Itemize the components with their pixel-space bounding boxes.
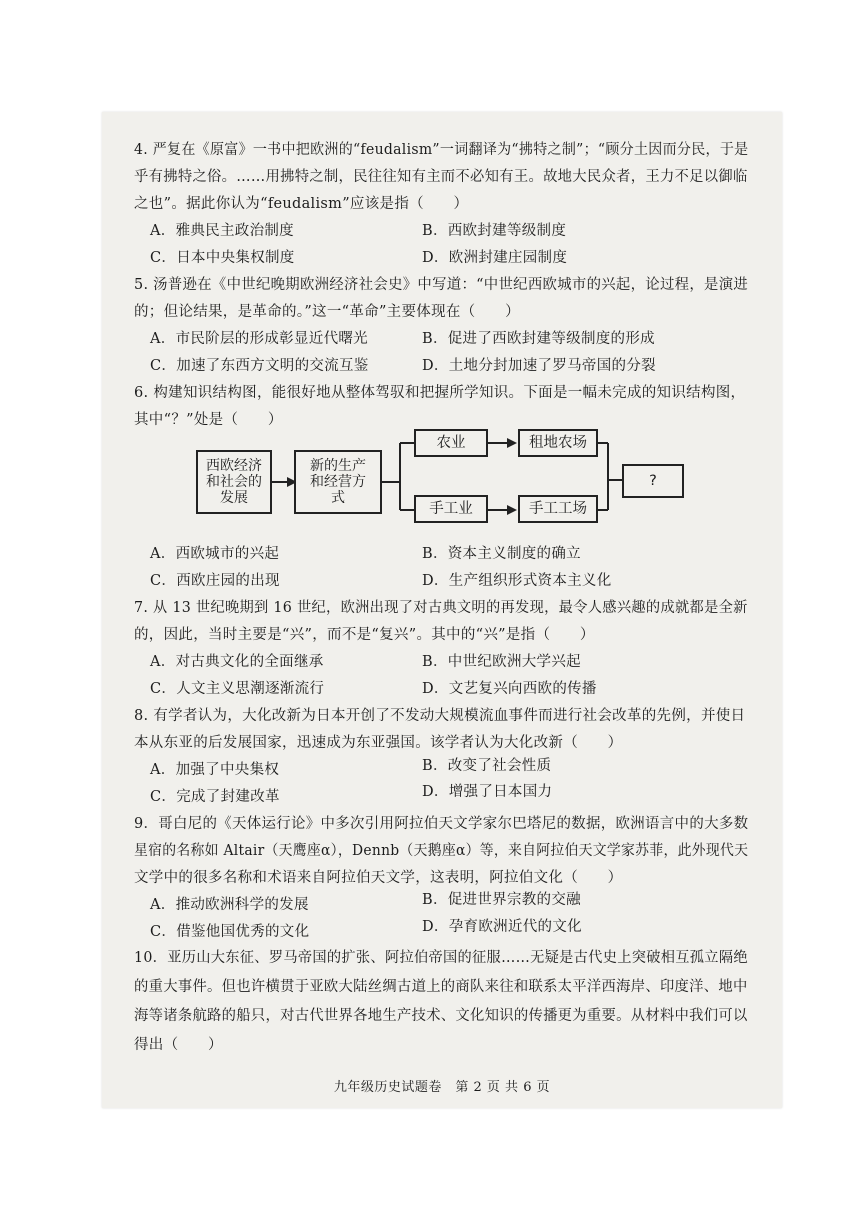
q9-option-d: D．孕育欧洲近代的文化 <box>422 919 582 935</box>
exam-page <box>102 112 782 1108</box>
q9-option-c: C．借鉴他国优秀的文化 <box>150 924 310 940</box>
q4-option-a: A．雅典民主政治制度 <box>150 223 294 239</box>
q9-stem-line3: 文学中的很多名称和术语来自阿拉伯天文学，这表明，阿拉伯文化（ ） <box>134 870 623 886</box>
q8-option-d: D．增强了日本国力 <box>422 784 553 800</box>
q6-option-c: C．西欧庄园的出现 <box>150 573 280 589</box>
q6-option-d: D．生产组织形式资本主义化 <box>422 573 612 589</box>
q6-option-a: A．西欧城市的兴起 <box>150 546 280 562</box>
q7-option-c: C．人文主义思潮逐渐流行 <box>150 681 325 697</box>
q4-stem-line3: 之也”。据此你认为“feudalism”应该是指（ ） <box>134 196 469 212</box>
q5-stem-line2: 的；但论结果，是革命的。”这一“革命”主要体现在（ ） <box>134 304 520 320</box>
q8-option-c: C．完成了封建改革 <box>150 789 280 805</box>
q8-stem-line2: 本从东亚的后发展国家，迅速成为东亚强国。该学者认为大化改新（ ） <box>134 735 623 751</box>
q5-option-c: C．加速了东西方文明的交流互鉴 <box>150 358 369 374</box>
q4-option-d: D．欧洲封建庄园制度 <box>422 250 568 266</box>
q4-option-c: C．日本中央集权制度 <box>150 250 295 266</box>
diagram-box-production-mode: 新的生产和经营方式 <box>294 450 382 514</box>
q7-stem-line2: 的，因此，当时主要是“兴”，而不是“复兴”。其中的“兴”是指（ ） <box>134 627 595 643</box>
q4-option-b: B．西欧封建等级制度 <box>422 223 567 239</box>
diagram-box-handicraft: 手工业 <box>414 495 488 523</box>
q10-stem-line2: 的重大事件。但也许横贯于亚欧大陆丝绸古道上的商队来往和联系太平洋西海岸、印度洋、地中 <box>134 979 748 995</box>
q8-option-a: A．加强了中央集权 <box>150 762 280 778</box>
q5-option-b: B．促进了西欧封建等级制度的形成 <box>422 331 655 347</box>
q9-option-b: B．促进世界宗教的交融 <box>422 892 581 908</box>
q7-option-b: B．中世纪欧洲大学兴起 <box>422 654 581 670</box>
q9-stem-line2: 星宿的名称如 Altair（天鹰座α），Dennb（天鹅座α）等，来自阿拉伯天文学家苏菲，此外现代天 <box>134 843 749 859</box>
q6-option-b: B．资本主义制度的确立 <box>422 546 581 562</box>
q5-option-d: D．土地分封加速了罗马帝国的分裂 <box>422 358 656 374</box>
q4-stem-line1: 4. 严复在《原富》一书中把欧洲的“feudalism”一词翻译为“拂特之制”；“顾分土因而分民，于是 <box>134 142 749 158</box>
q10-stem-line1: 10．亚历山大东征、罗马帝国的扩张、阿拉伯帝国的征服……无疑是古代史上突破相互孤立隔绝 <box>134 950 748 966</box>
diagram-box-agriculture: 农业 <box>414 429 488 457</box>
diagram-box-tenant-farm: 租地农场 <box>518 429 598 457</box>
q9-stem-line1: 9．哥白尼的《天体运行论》中多次引用阿拉伯天文学家尔巴塔尼的数据，欧洲语言中的大多数 <box>134 816 749 832</box>
q6-stem-line1: 6. 构建知识结构图，能很好地从整体驾驭和把握所学知识。下面是一幅未完成的知识结构图， <box>134 385 746 401</box>
q10-stem-line4: 得出（ ） <box>134 1037 223 1053</box>
q6-stem-line2: 其中“？”处是（ ） <box>134 412 283 428</box>
q10-stem-line3: 海等诸条航路的船只，对古代世界各地生产技术、文化知识的传播更为重要。从材料中我们可以 <box>134 1008 748 1024</box>
q4-stem-line2: 乎有拂特之俗。……用拂特之制，民往往知有主而不必知有王。故地大民众者，王力不足以御临 <box>134 169 748 185</box>
diagram-box-unknown: ? <box>622 464 684 498</box>
q7-stem-line1: 7. 从 13 世纪晚期到 16 世纪，欧洲出现了对古典文明的再发现，最令人感兴趣的成就都是全新 <box>134 600 748 616</box>
q7-option-d: D．文艺复兴向西欧的传播 <box>422 681 597 697</box>
q5-stem-line1: 5. 汤普逊在《中世纪晚期欧洲经济社会史》中写道：“中世纪西欧城市的兴起，论过程，是演进 <box>134 277 749 293</box>
diagram-box-economy-society: 西欧经济和社会的发展 <box>196 450 272 514</box>
page-footer: 九年级历史试题卷 第 2 页 共 6 页 <box>333 1080 551 1095</box>
q8-stem-line1: 8. 有学者认为，大化改新为日本开创了不发动大规模流血事件而进行社会改革的先例，并使日 <box>134 708 746 724</box>
q8-option-b: B．改变了社会性质 <box>422 758 552 774</box>
q7-option-a: A．对古典文化的全面继承 <box>150 654 324 670</box>
q9-option-a: A．推动欧洲科学的发展 <box>150 897 309 913</box>
diagram-box-workshop: 手工工场 <box>518 495 598 523</box>
q5-option-a: A．市民阶层的形成彰显近代曙光 <box>150 331 368 347</box>
